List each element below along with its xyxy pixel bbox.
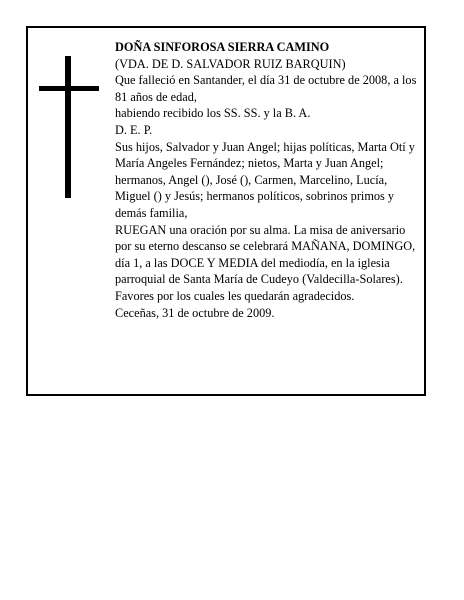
day-text: , día 1, a las <box>115 239 416 270</box>
notice-text <box>115 39 421 321</box>
place-date: Ceceñas, 31 de octubre de 2009. <box>115 305 275 320</box>
deceased-name: DOÑA SINFOROSA SIERRA CAMINO <box>115 40 330 54</box>
sacraments: habiendo recibido los SS. SS. y la B. A. <box>115 106 311 121</box>
time-text: DOCE Y MEDIA <box>170 255 258 270</box>
mass-announcement <box>115 222 421 305</box>
rip: D. E. P. <box>115 122 153 137</box>
family-list: Sus hijos, Salvador y Juan Angel; hijas políticas, Marta Otí y María Angeles Fernández; nietos, Marta y Juan Angel; hermanos, Angel (), José (), Carmen, Marcelino, Lucía, Miguel () y Jesús; hermanos políticos, sobrinos primos y demás familia, <box>115 139 415 220</box>
manana-text: MAÑANA, DOMINGO <box>291 239 413 254</box>
ruegan-text: una oración por su alma. La misa de aniversario por su eterno descanso se celebrará <box>115 222 406 254</box>
widow-of: (VDA. DE D. SALVADOR RUIZ BARQUIN) <box>115 56 346 71</box>
ruegan-word: RUEGAN <box>115 222 167 237</box>
cross-vertical-bar <box>65 56 71 198</box>
death-info: Que falleció en Santander, el día 31 de octubre de 2008, a los 81 años de edad, <box>115 73 417 104</box>
obituary-notice <box>26 26 426 396</box>
cross-horizontal-bar <box>39 86 99 91</box>
cross-icon <box>39 56 99 198</box>
mass-rest: del mediodía, en la iglesia parroquial de Santa María de Cudeyo (Valdecilla-Solares). Favores por los cuales les quedarán agradecidos. <box>115 255 403 303</box>
